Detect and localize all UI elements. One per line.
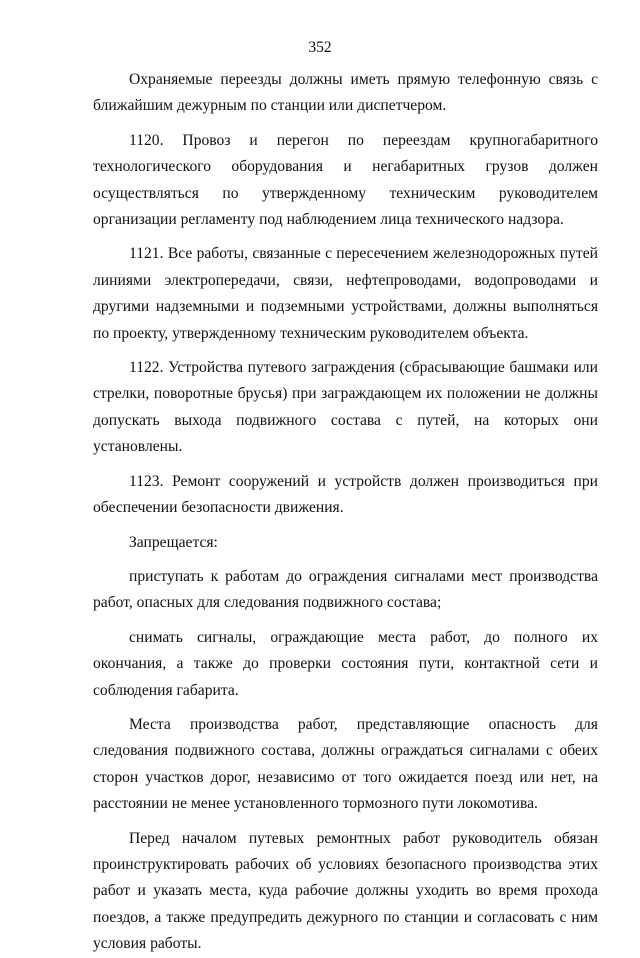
paragraph-gap bbox=[93, 704, 598, 712]
paragraph-gap bbox=[93, 617, 598, 625]
paragraph-1122: 1122. Устройства путевого заграждения (сбрасывающие башмаки или стрелки, поворотные брусья) при заграждающем их положении не должны допускать выхода подвижного состава с путей, на которых они установлены. bbox=[93, 359, 598, 456]
paragraph-prohibited-heading: Запрещается: bbox=[129, 533, 218, 551]
paragraph-guarded-crossings: Охраняемые переезды должны иметь прямую телефонную связь с ближайшим дежурным по станции или диспетчером. bbox=[93, 71, 598, 115]
paragraph-gap bbox=[93, 347, 598, 355]
document-body bbox=[93, 67, 598, 958]
paragraph-gap bbox=[93, 556, 598, 564]
paragraph-1123: 1123. Ремонт сооружений и устройств должен производиться при обеспечении безопасности движения. bbox=[93, 472, 598, 517]
page-number: 352 bbox=[308, 39, 332, 56]
paragraph-prohibited-item-1: приступать к работам до ограждения сигналами мест производства работ, опасных для следования подвижного состава; bbox=[93, 567, 598, 612]
paragraph-1120: 1120. Провоз и перегон по переездам крупногабаритного технологического оборудования и негабаритных грузов должен осуществляться по утвержденному техническим руководителем организации регламенту под наблюдением лица технического надзора. bbox=[93, 131, 598, 229]
paragraph-gap bbox=[93, 233, 598, 241]
paragraph-gap bbox=[93, 818, 598, 826]
paragraph-gap bbox=[93, 120, 598, 128]
paragraph-gap bbox=[93, 461, 598, 469]
paragraph-prohibited-item-2: снимать сигналы, ограждающие места работ, до полного их окончания, а также до проверки состояния пути, контактной сети и соблюдения габарита. bbox=[93, 628, 598, 699]
paragraph-repair-supervisor: Перед началом путевых ремонтных работ руководитель обязан проинструктировать рабочих об условиях безопасного производства этих работ и указать места, куда рабочие должны уходить во время прохода поездов, а также предупредить дежурного по станции и согласовать с ним условия работы. bbox=[93, 829, 598, 953]
paragraph-1121: 1121. Все работы, связанные с пересечением железнодорожных путей линиями электропередачи, связи, нефтепроводами, водопроводами и другими надземными и подземными устройствами, должны выполняться по проекту, утвержденному техническим руководителем объекта. bbox=[93, 245, 598, 342]
paragraph-gap bbox=[93, 522, 598, 530]
paragraph-work-sites: Места производства работ, представляющие опасность для следования подвижного состава, должны ограждаться сигналами с обеих сторон участков дорог, независимо от того ожидается поезд или нет, на расстоянии не менее установленного тормозного пути локомотива. bbox=[93, 715, 598, 813]
